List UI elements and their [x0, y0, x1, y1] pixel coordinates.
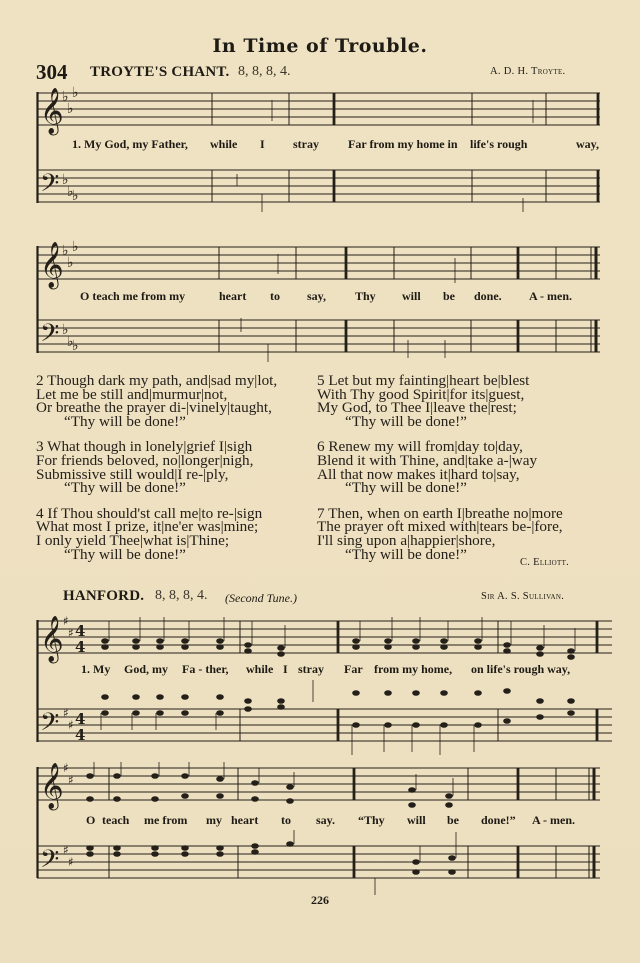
treble-clef-icon: 𝄞: [40, 88, 64, 134]
lyric-syllable: I: [260, 137, 265, 151]
lyric-syllable: I: [283, 662, 288, 676]
verse-5: 5 Let but my fainting|heart be|blest With Thy good Spirit|for its|guest, My God, to Thee I|leave the|rest; “Thy will be done!”: [317, 372, 530, 430]
svg-text:♯: ♯: [68, 626, 74, 640]
svg-text:♯: ♯: [63, 761, 69, 775]
tune-name-troytes-chant: TROYTE'S CHANT.: [90, 64, 230, 80]
tune-name-hanford: HANFORD.: [63, 588, 145, 604]
lyric-syllable: be: [447, 813, 459, 827]
lyric-syllable: Far from my home in: [348, 137, 458, 151]
svg-text:♭: ♭: [72, 239, 79, 255]
svg-text:4: 4: [75, 710, 86, 728]
lyric-syllable: say,: [307, 289, 327, 303]
page-number: 226: [311, 893, 329, 907]
lyric-syllable: say.: [316, 813, 336, 827]
svg-text:♭: ♭: [62, 243, 69, 259]
svg-text:4: 4: [75, 638, 86, 656]
lyric-syllable: “Thy: [358, 813, 385, 827]
lyric-syllable: A - men.: [529, 289, 572, 303]
lyric-syllable: while: [246, 662, 274, 676]
lyrics-line-hanford-1: [0, 662, 640, 678]
treble-clef-icon: 𝄞: [40, 242, 64, 288]
lyric-syllable: heart: [219, 289, 247, 303]
lyric-syllable: me from: [144, 813, 188, 827]
svg-text:♯: ♯: [68, 855, 74, 869]
lyric-syllable: way,: [576, 137, 600, 151]
lyric-syllable: my: [206, 813, 222, 827]
svg-text:♯: ♯: [63, 614, 69, 628]
lyrics-line-hanford-2: [0, 813, 640, 829]
notes: [119, 104, 572, 210]
lyric-syllable: O: [86, 813, 96, 827]
verse-2: 2 Though dark my path, and|sad my|lot, Let me be still and|murmur|not, Or breathe the prayer di-|vinely|taught, “Thy will be done!”: [36, 372, 278, 430]
svg-text:♭: ♭: [62, 172, 69, 188]
lyric-syllable: Far: [344, 662, 363, 676]
bass-clef-icon: 𝄢: [40, 319, 60, 354]
hymn-number: 304: [36, 60, 68, 84]
svg-text:♭: ♭: [72, 188, 79, 204]
lyric-syllable: O teach me from my: [80, 289, 186, 303]
lyric-syllable: heart: [231, 813, 259, 827]
time-signature: [75, 622, 85, 744]
tune-meter: 8, 8, 8, 4.: [238, 64, 291, 79]
svg-text:4: 4: [75, 726, 86, 744]
verses-left-column: [36, 374, 277, 573]
svg-text:4: 4: [75, 622, 86, 640]
lyric-syllable: 1. My: [81, 662, 111, 676]
svg-text:♯: ♯: [68, 718, 74, 732]
bass-clef-icon: 𝄢: [40, 708, 60, 743]
lyric-syllable: on life's rough way,: [471, 662, 571, 676]
lyric-syllable: done!”: [481, 813, 516, 827]
svg-text:♯: ♯: [68, 773, 74, 787]
lyric-syllable: while: [210, 137, 238, 151]
treble-clef-icon: 𝄞: [40, 616, 64, 662]
svg-text:♯: ♯: [63, 843, 69, 857]
verse-7: 7 Then, when on earth I|breathe no|more The prayer oft mixed with|tears be-|fore, I'll sing upon a|happier|shore, “Thy will be done!”: [317, 504, 563, 563]
lyric-syllable: Fa - ther,: [182, 662, 229, 676]
lyric-syllable: to: [281, 813, 291, 827]
bass-clef-icon: 𝄢: [40, 169, 60, 204]
verse-3: 3 What though in lonely|grief I|sigh For friends beloved, no|longer|nigh, Submissive still would|I re-|ply, “Thy will be done!”: [36, 438, 254, 497]
lyric-syllable: stray: [298, 662, 324, 676]
lyric-syllable: will: [407, 813, 426, 827]
lyric-syllable: 1. My God, my Father,: [72, 137, 188, 151]
svg-text:♭: ♭: [72, 85, 79, 101]
lyric-syllable: to: [270, 289, 280, 303]
section-title: In Time of Trouble.: [212, 35, 428, 57]
lyric-syllable: stray: [293, 137, 319, 151]
lyric-syllable: done.: [474, 289, 502, 303]
svg-text:♭: ♭: [67, 101, 74, 117]
svg-text:♭: ♭: [72, 338, 79, 354]
svg-text:♯: ♯: [63, 706, 69, 720]
lyric-syllable: life's rough: [470, 137, 528, 151]
svg-text:♭: ♭: [67, 255, 74, 271]
verse-6: 6 Renew my will from|day to|day, Blend it with Thine, and|take a-|way All that now makes it|hard to|say, “Thy will be done!”: [317, 438, 538, 497]
composer-sullivan: Sir A. S. Sullivan.: [481, 591, 565, 602]
lyric-syllable: be: [443, 289, 455, 303]
svg-text:♭: ♭: [62, 322, 69, 338]
tune-meter-hanford: 8, 8, 8, 4.: [155, 588, 208, 603]
lyric-syllable: Thy: [355, 289, 376, 303]
svg-text:♭: ♭: [67, 334, 74, 350]
verses-right-column: [317, 374, 563, 573]
lyric-syllable: God, my: [124, 662, 169, 676]
lyric-syllable: will: [402, 289, 421, 303]
lyric-syllable: teach: [102, 813, 130, 827]
lyric-syllable: A - men.: [532, 813, 575, 827]
composer-troyte: A. D. H. Troyte.: [490, 66, 566, 77]
svg-text:♭: ♭: [62, 89, 69, 105]
svg-text:♭: ♭: [67, 184, 74, 200]
text-author-elliott: C. Elliott.: [520, 557, 570, 568]
lyrics-line-troyte-1: [0, 137, 640, 153]
lyric-syllable: from my home,: [374, 662, 453, 676]
second-tune-note: (Second Tune.): [225, 591, 297, 605]
bass-clef-icon: 𝄢: [40, 845, 60, 880]
lyrics-line-troyte-2: [0, 289, 640, 305]
verse-4: 4 If Thou should'st call me|to re-|sign What most I prize, it|ne'er was|mine; I only yield Thee|what is|Thine; “Thy will be done!”: [36, 504, 263, 563]
treble-clef-icon: 𝄞: [40, 763, 64, 809]
